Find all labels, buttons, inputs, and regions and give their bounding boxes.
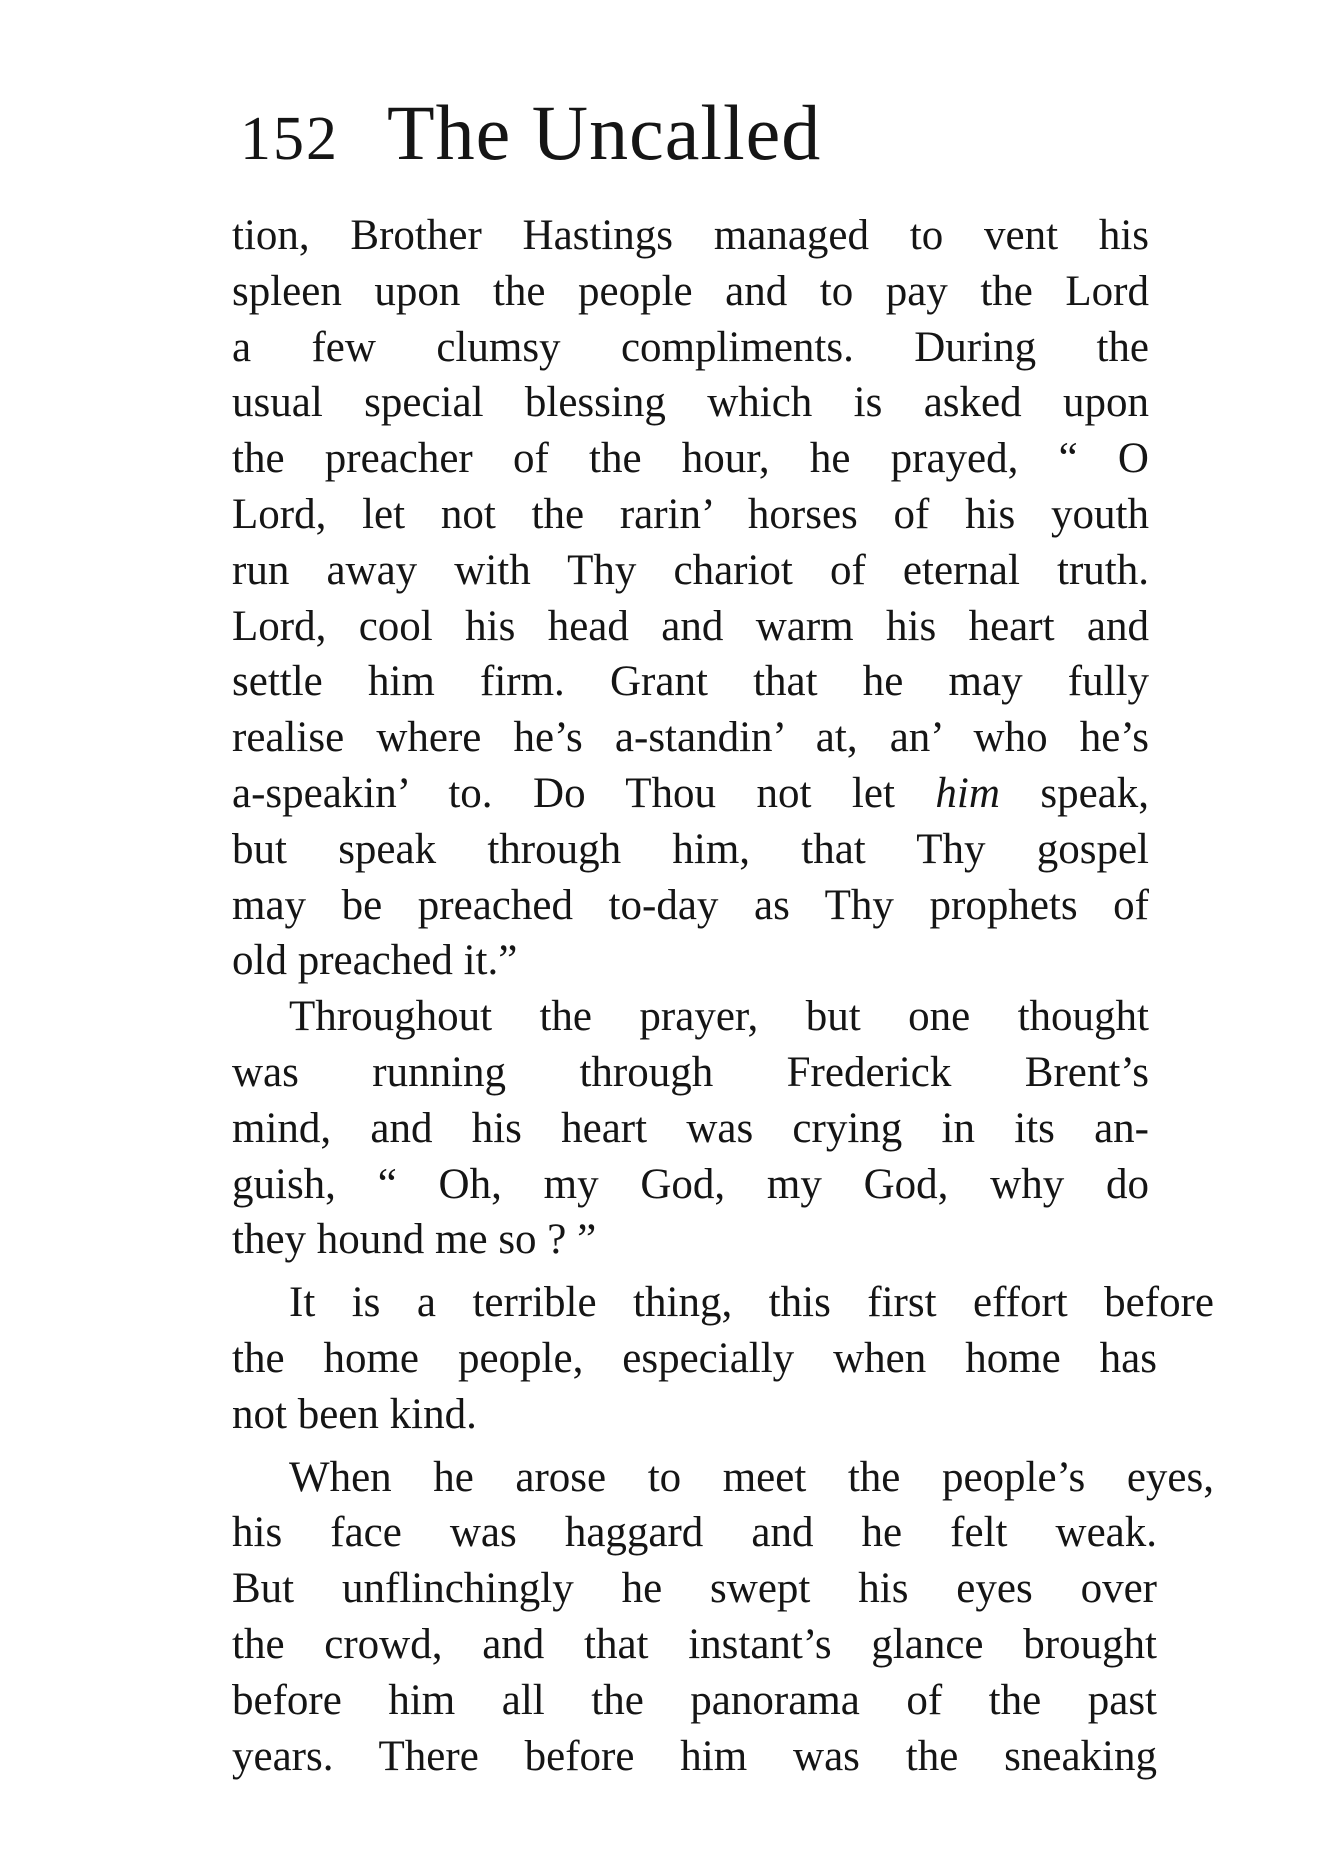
paragraph <box>232 1275 1214 1442</box>
text-line: they hound me so ? ” <box>232 1216 597 1264</box>
text-line: Lord, cool his head and warm his heart and <box>232 602 1149 650</box>
text-line: but speak through him, that Thy gospel <box>232 825 1149 873</box>
text-line: was running through Frederick Brent’s <box>232 1048 1149 1096</box>
text-line: the home people, especially when home has <box>232 1334 1157 1382</box>
text-line: guish, “ Oh, my God, my God, why do <box>232 1160 1149 1208</box>
text-line: not been kind. <box>232 1390 477 1438</box>
text-line: usual special blessing which is asked upon <box>232 379 1149 427</box>
text-line: spleen upon the people and to pay the Lord <box>232 267 1149 315</box>
text-line: It is a terrible thing, this first effort before <box>289 1279 1214 1327</box>
text-line: Lord, let not the rarin’ horses of his youth <box>232 490 1149 538</box>
text-segment: speak, <box>999 769 1149 817</box>
running-title: The Uncalled <box>387 89 822 176</box>
text-line: his face was haggard and he felt weak. <box>232 1509 1157 1557</box>
text-line: settle him firm. Grant that he may fully <box>232 658 1149 706</box>
text-line: tion, Brother Hastings managed to vent his <box>232 212 1149 259</box>
paragraph <box>232 1450 1214 1785</box>
text-line: But unflinchingly he swept his eyes over <box>232 1565 1157 1613</box>
running-head <box>240 88 821 178</box>
page-number: 152 <box>240 105 339 173</box>
body-text <box>232 208 1214 1784</box>
text-line: Throughout the prayer, but one thought <box>289 993 1149 1041</box>
text-line: years. There before him was the sneaking <box>232 1732 1157 1780</box>
text-line: run away with Thy chariot of eternal truth. <box>232 546 1149 594</box>
paragraph <box>232 989 1149 1268</box>
text-line: old preached it.” <box>232 937 518 985</box>
text-line: realise where he’s a-standin’ at, an’ who he’s <box>232 714 1149 762</box>
text-line: before him all the panorama of the past <box>232 1676 1157 1724</box>
paragraph-continuation <box>232 208 1149 989</box>
text-line-with-italic <box>232 766 1149 822</box>
text-line: mind, and his heart was crying in its an- <box>232 1104 1149 1152</box>
text-line: may be preached to-day as Thy prophets of <box>232 881 1149 929</box>
text-line: When he arose to meet the people’s eyes, <box>289 1453 1214 1501</box>
text-line: a few clumsy compliments. During the <box>232 323 1149 371</box>
text-line: the preacher of the hour, he prayed, “ O <box>232 435 1149 483</box>
italic-word: him <box>935 769 1000 817</box>
text-segment: a-speakin’ to. Do Thou not let <box>232 769 895 817</box>
text-line: the crowd, and that instant’s glance brought <box>232 1620 1157 1668</box>
